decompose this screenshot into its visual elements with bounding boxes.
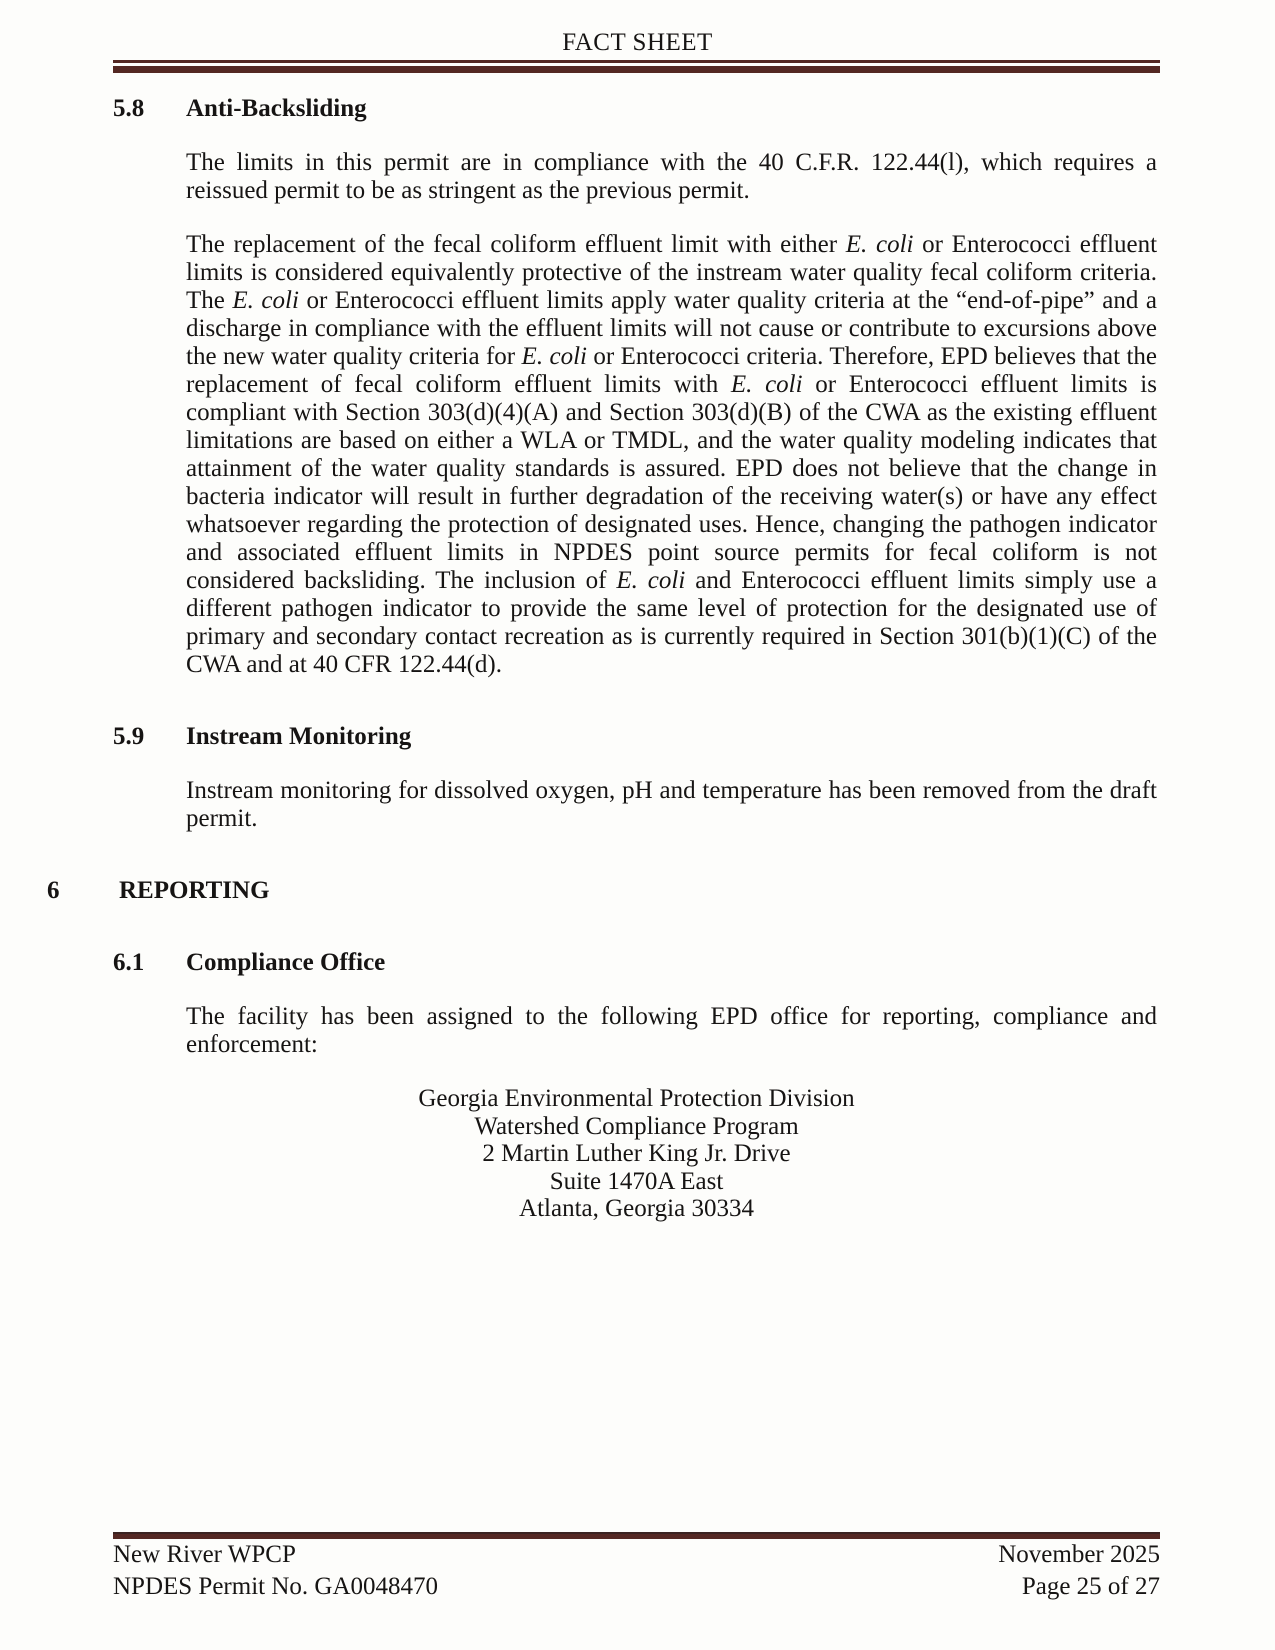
- footer-page-number: Page 25 of 27: [1021, 1573, 1160, 1600]
- section-reporting: [0, 877, 1275, 905]
- footer-row: [113, 1539, 1160, 1571]
- section-compliance-office: [0, 949, 1275, 1223]
- footer-facility-name: New River WPCP: [113, 1541, 296, 1568]
- address-line: Suite 1470A East: [549, 1167, 724, 1195]
- footer-date: November 2025: [998, 1541, 1160, 1568]
- address-line: Atlanta, Georgia 30334: [519, 1195, 754, 1222]
- paragraph: Instream monitoring for dissolved oxygen, pH and temperature has been removed from the draft permit.: [186, 777, 1157, 832]
- section-heading: [113, 95, 1275, 123]
- section-title: Instream Monitoring: [186, 723, 412, 750]
- section-number: 5.8: [113, 95, 145, 122]
- section-title: REPORTING: [119, 877, 270, 904]
- header-rule: [113, 60, 1160, 73]
- page-title: FACT SHEET: [562, 29, 713, 56]
- paragraph: The replacement of the fecal coliform effluent limit with either E. coli or Enterococci effluent limits is considered equivalently protective of the instream water quality fecal coliform criteria. The E. coli or Enterococci effluent limits apply water quality criteria at the “end-of-pipe” and a discharge in compliance with the effluent limits will not cause or contribute to excursions above the new water quality criteria for E. coli or Enterococci criteria. Therefore, EPD believes that the replacement of fecal coliform effluent limits with E. coli or Enterococci effluent limits is compliant with Section 303(d)(4)(A) and Section 303(d)(B) of the CWA as the existing effluent limitations are based on either a WLA or TMDL, and the water quality modeling indicates that attainment of the water quality standards is assured. EPD does not believe that the change in bacteria indicator will result in further degradation of the receiving water(s) or have any effect whatsoever regarding the protection of designated uses. Hence, changing the pathogen indicator and associated effluent limits in NPDES point source permits for fecal coliform is not considered backsliding. The inclusion of E. coli and Enterococci effluent limits simply use a different pathogen indicator to provide the same level of protection for the designated use of primary and secondary contact recreation as is currently required in Section 301(b)(1)(C) of the CWA and at 40 CFR 122.44(d).: [186, 231, 1158, 678]
- section-title: Compliance Office: [186, 949, 386, 976]
- footer-permit-number: NPDES Permit No. GA0048470: [113, 1573, 439, 1600]
- footer-rule: [113, 1532, 1160, 1539]
- section-number: 5.9: [113, 723, 145, 750]
- section-number: 6: [47, 877, 60, 904]
- address-line: 2 Martin Luther King Jr. Drive: [482, 1140, 791, 1167]
- page-footer: [113, 1530, 1160, 1603]
- footer-row: [113, 1571, 1160, 1603]
- section-anti-backsliding: [0, 95, 1275, 679]
- address-line: Georgia Environmental Protection Division: [418, 1085, 855, 1112]
- section-heading: [113, 723, 1275, 751]
- section-heading: [47, 877, 1275, 905]
- section-number: 6.1: [113, 949, 145, 976]
- address-block: [113, 1085, 1160, 1223]
- section-title: Anti-Backsliding: [186, 95, 367, 122]
- paragraph: The facility has been assigned to the following EPD office for reporting, compliance and enforcement:: [186, 1003, 1157, 1058]
- section-instream-monitoring: [0, 723, 1275, 833]
- section-heading: [113, 949, 1275, 977]
- address-line: Watershed Compliance Program: [474, 1112, 799, 1140]
- paragraph: The limits in this permit are in compliance with the 40 C.F.R. 122.44(l), which requires a reissued permit to be as stringent as the previous permit.: [186, 149, 1157, 204]
